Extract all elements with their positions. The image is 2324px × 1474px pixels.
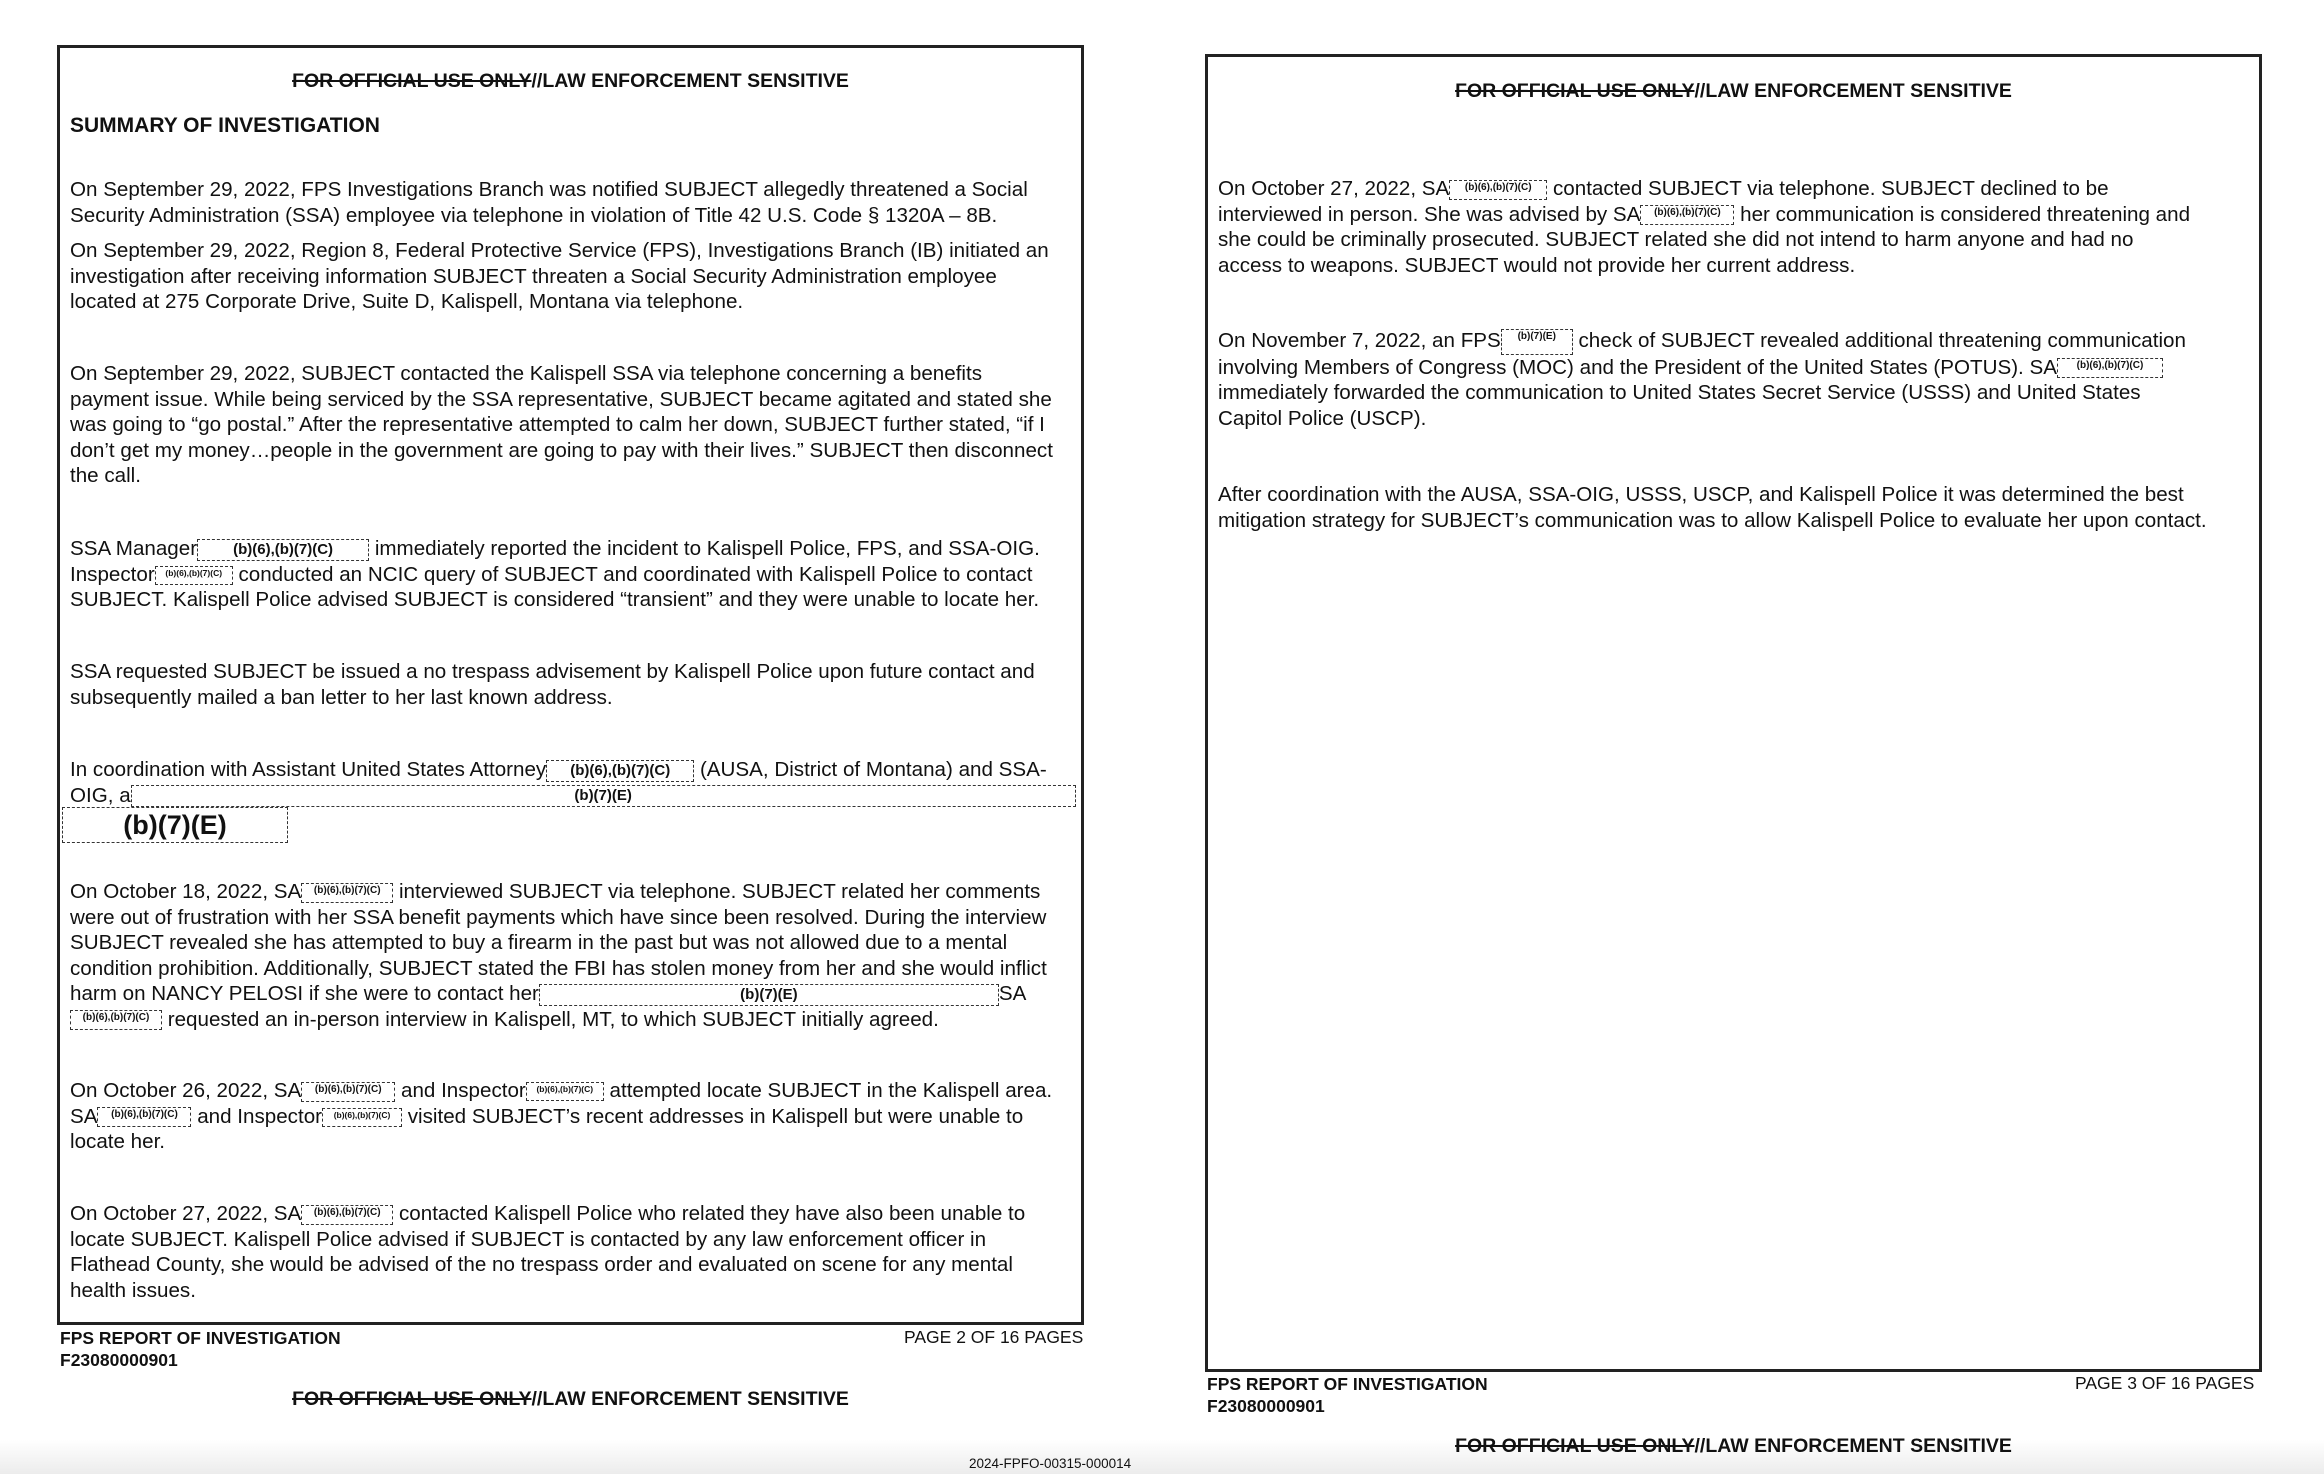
redaction-box: (b)(6),(b)(7)(C) (301, 883, 393, 903)
redaction-box: (b)(6),(b)(7)(C) (155, 566, 233, 585)
paragraph-1: On September 29, 2022, FPS Investigations Branch was notified SUBJECT allegedly threatened a Social Security Administration (SSA) employee via telephone in violation of Title 42 U.S. Code § 1320A – 8B. (70, 178, 1028, 227)
page-3-footer: FPS REPORT OF INVESTIGATION F23080000901 (1207, 1374, 1488, 1416)
bates-number: 2024-FPFO-00315-000014 (969, 1456, 1132, 1471)
page-2-footer: FPS REPORT OF INVESTIGATION F23080000901 (60, 1328, 341, 1370)
page-2-number: PAGE 2 OF 16 PAGES (904, 1327, 1084, 1347)
page-2-top-marking: FOR OFFICIAL USE ONLY//LAW ENFORCEMENT SENSITIVE (292, 70, 849, 92)
redaction-box: (b)(6),(b)(7)(C) (322, 1108, 402, 1127)
redaction-box-large: (b)(7)(E) (62, 807, 288, 843)
paragraph-5: SSA requested SUBJECT be issued a no trespass advisement by Kalispell Police upon future contact and subsequently mailed a ban letter to her last known address. (70, 660, 1035, 709)
redaction-block (62, 807, 288, 843)
redaction-box: (b)(6),(b)(7)(C) (546, 760, 694, 782)
redaction-box: (b)(6),(b)(7)(C) (1640, 205, 1734, 225)
paragraph-r1: On October 27, 2022, SA (b)(6),(b)(7)(C) contacted SUBJECT via telephone. SUBJECT declined to be interviewed in person. She was advised by SA (b)(6),(b)(7)(C) her communication is considered threatening and she could be criminally prosecuted. SUBJECT related she did not intend to harm anyone and had no access to weapons. SUBJECT would not provide her current address. (1218, 177, 2191, 277)
page-3-top-marking: FOR OFFICIAL USE ONLY//LAW ENFORCEMENT SENSITIVE (1455, 80, 2012, 102)
redaction-box: (b)(6),(b)(7)(C) (70, 1010, 162, 1030)
paragraph-6: In coordination with Assistant United States Attorney (b)(6),(b)(7)(C) (AUSA, District of Montana) and SSA- OIG, a (b)(7)(E) (70, 757, 1080, 808)
redaction-box: (b)(7)(E) (1501, 329, 1573, 355)
paragraph-r2: On November 7, 2022, an FPS (b)(7)(E) check of SUBJECT revealed additional threatening communication involving Members of Congress (MOC) and the President of the United States (POTUS). SA (b)(6),(b)(7)(C) immediately forwarded the communication to United States Secret Service (USSS) and United States Capitol Police (USCP). (1218, 329, 2186, 430)
paragraph-8: On October 26, 2022, SA (b)(6),(b)(7)(C) and Inspector (b)(6),(b)(7)(C) attempted locate SUBJECT in the Kalispell area. SA (b)(6),(b)(7)(C) and Inspector (b)(6),(b)(7)(C) visited SUBJECT’s recent addresses in Kalispell but were unable to locate her. (70, 1079, 1053, 1153)
paragraph-2: On September 29, 2022, Region 8, Federal Protective Service (FPS), Investigations Branch (IB) initiated an investigation after receiving information SUBJECT threaten a Social Security Administration employee located at 275 Corporate Drive, Suite D, Kalispell, Montana via telephone. (70, 239, 1049, 313)
redaction-box: (b)(6),(b)(7)(C) (97, 1107, 191, 1127)
section-heading: SUMMARY OF INVESTIGATION (70, 114, 380, 137)
page-3-bottom-marking: FOR OFFICIAL USE ONLY//LAW ENFORCEMENT SENSITIVE (1455, 1435, 2012, 1457)
redaction-box: (b)(6),(b)(7)(C) (197, 539, 369, 561)
redaction-box: (b)(6),(b)(7)(C) (301, 1082, 395, 1102)
redaction-box: (b)(7)(E) (131, 785, 1076, 807)
paragraph-4: SSA Manager (b)(6),(b)(7)(C) immediately reported the incident to Kalispell Police, FPS, and SSA-OIG. Inspector (b)(6),(b)(7)(C) conducted an NCIC query of SUBJECT and coordinated with Kalispell Police to contact SUBJECT. Kalispell Police advised SUBJECT is considered “transient” and they were unable to locate her. (70, 537, 1040, 611)
redaction-box: (b)(7)(E) (539, 984, 999, 1006)
paragraph-r3: After coordination with the AUSA, SSA-OIG, USSS, USCP, and Kalispell Police it was determined the best mitigation strategy for SUBJECT’s communication was to allow Kalispell Police to evaluate her upon contact. (1218, 483, 2207, 532)
redaction-box: (b)(6),(b)(7)(C) (1449, 180, 1547, 200)
redaction-box: (b)(6),(b)(7)(C) (301, 1205, 393, 1225)
paragraph-9: On October 27, 2022, SA (b)(6),(b)(7)(C) contacted Kalispell Police who related they have also been unable to locate SUBJECT. Kalispell Police advised if SUBJECT is contacted by any law enforcement officer in Flathead County, she would be advised of the no trespass order and evaluated on scene for any mental health issues. (70, 1202, 1026, 1302)
redaction-box: (b)(6),(b)(7)(C) (526, 1082, 604, 1101)
redaction-box: (b)(6),(b)(7)(C) (2057, 358, 2163, 378)
paragraph-7: On October 18, 2022, SA (b)(6),(b)(7)(C) interviewed SUBJECT via telephone. SUBJECT related her comments were out of frustration with her SSA benefit payments which have since been resolved. During the interview SUBJECT revealed she has attempted to buy a firearm in the past but was not allowed due to a mental condition prohibition. Additionally, SUBJECT stated the FBI has stolen money from her and she would inflict harm on NANCY PELOSI if she were to contact her (b)(7)(E) SA (b)(6),(b)(7)(C) requested an in-person interview in Kalispell, MT, to which SUBJECT initially agreed. (70, 880, 1047, 1031)
paragraph-3: On September 29, 2022, SUBJECT contacted the Kalispell SSA via telephone concerning a benefits payment issue. While being serviced by the SSA representative, SUBJECT became agitated and stated she was going to “go postal.” After the representative attempted to calm her down, SUBJECT further stated, “if I don’t get my money…people in the government are going to pay with their lives.” SUBJECT then disconnect the call. (70, 362, 1053, 487)
page-2-bottom-marking: FOR OFFICIAL USE ONLY//LAW ENFORCEMENT SENSITIVE (292, 1388, 849, 1410)
page-3-number: PAGE 3 OF 16 PAGES (2075, 1373, 2255, 1393)
